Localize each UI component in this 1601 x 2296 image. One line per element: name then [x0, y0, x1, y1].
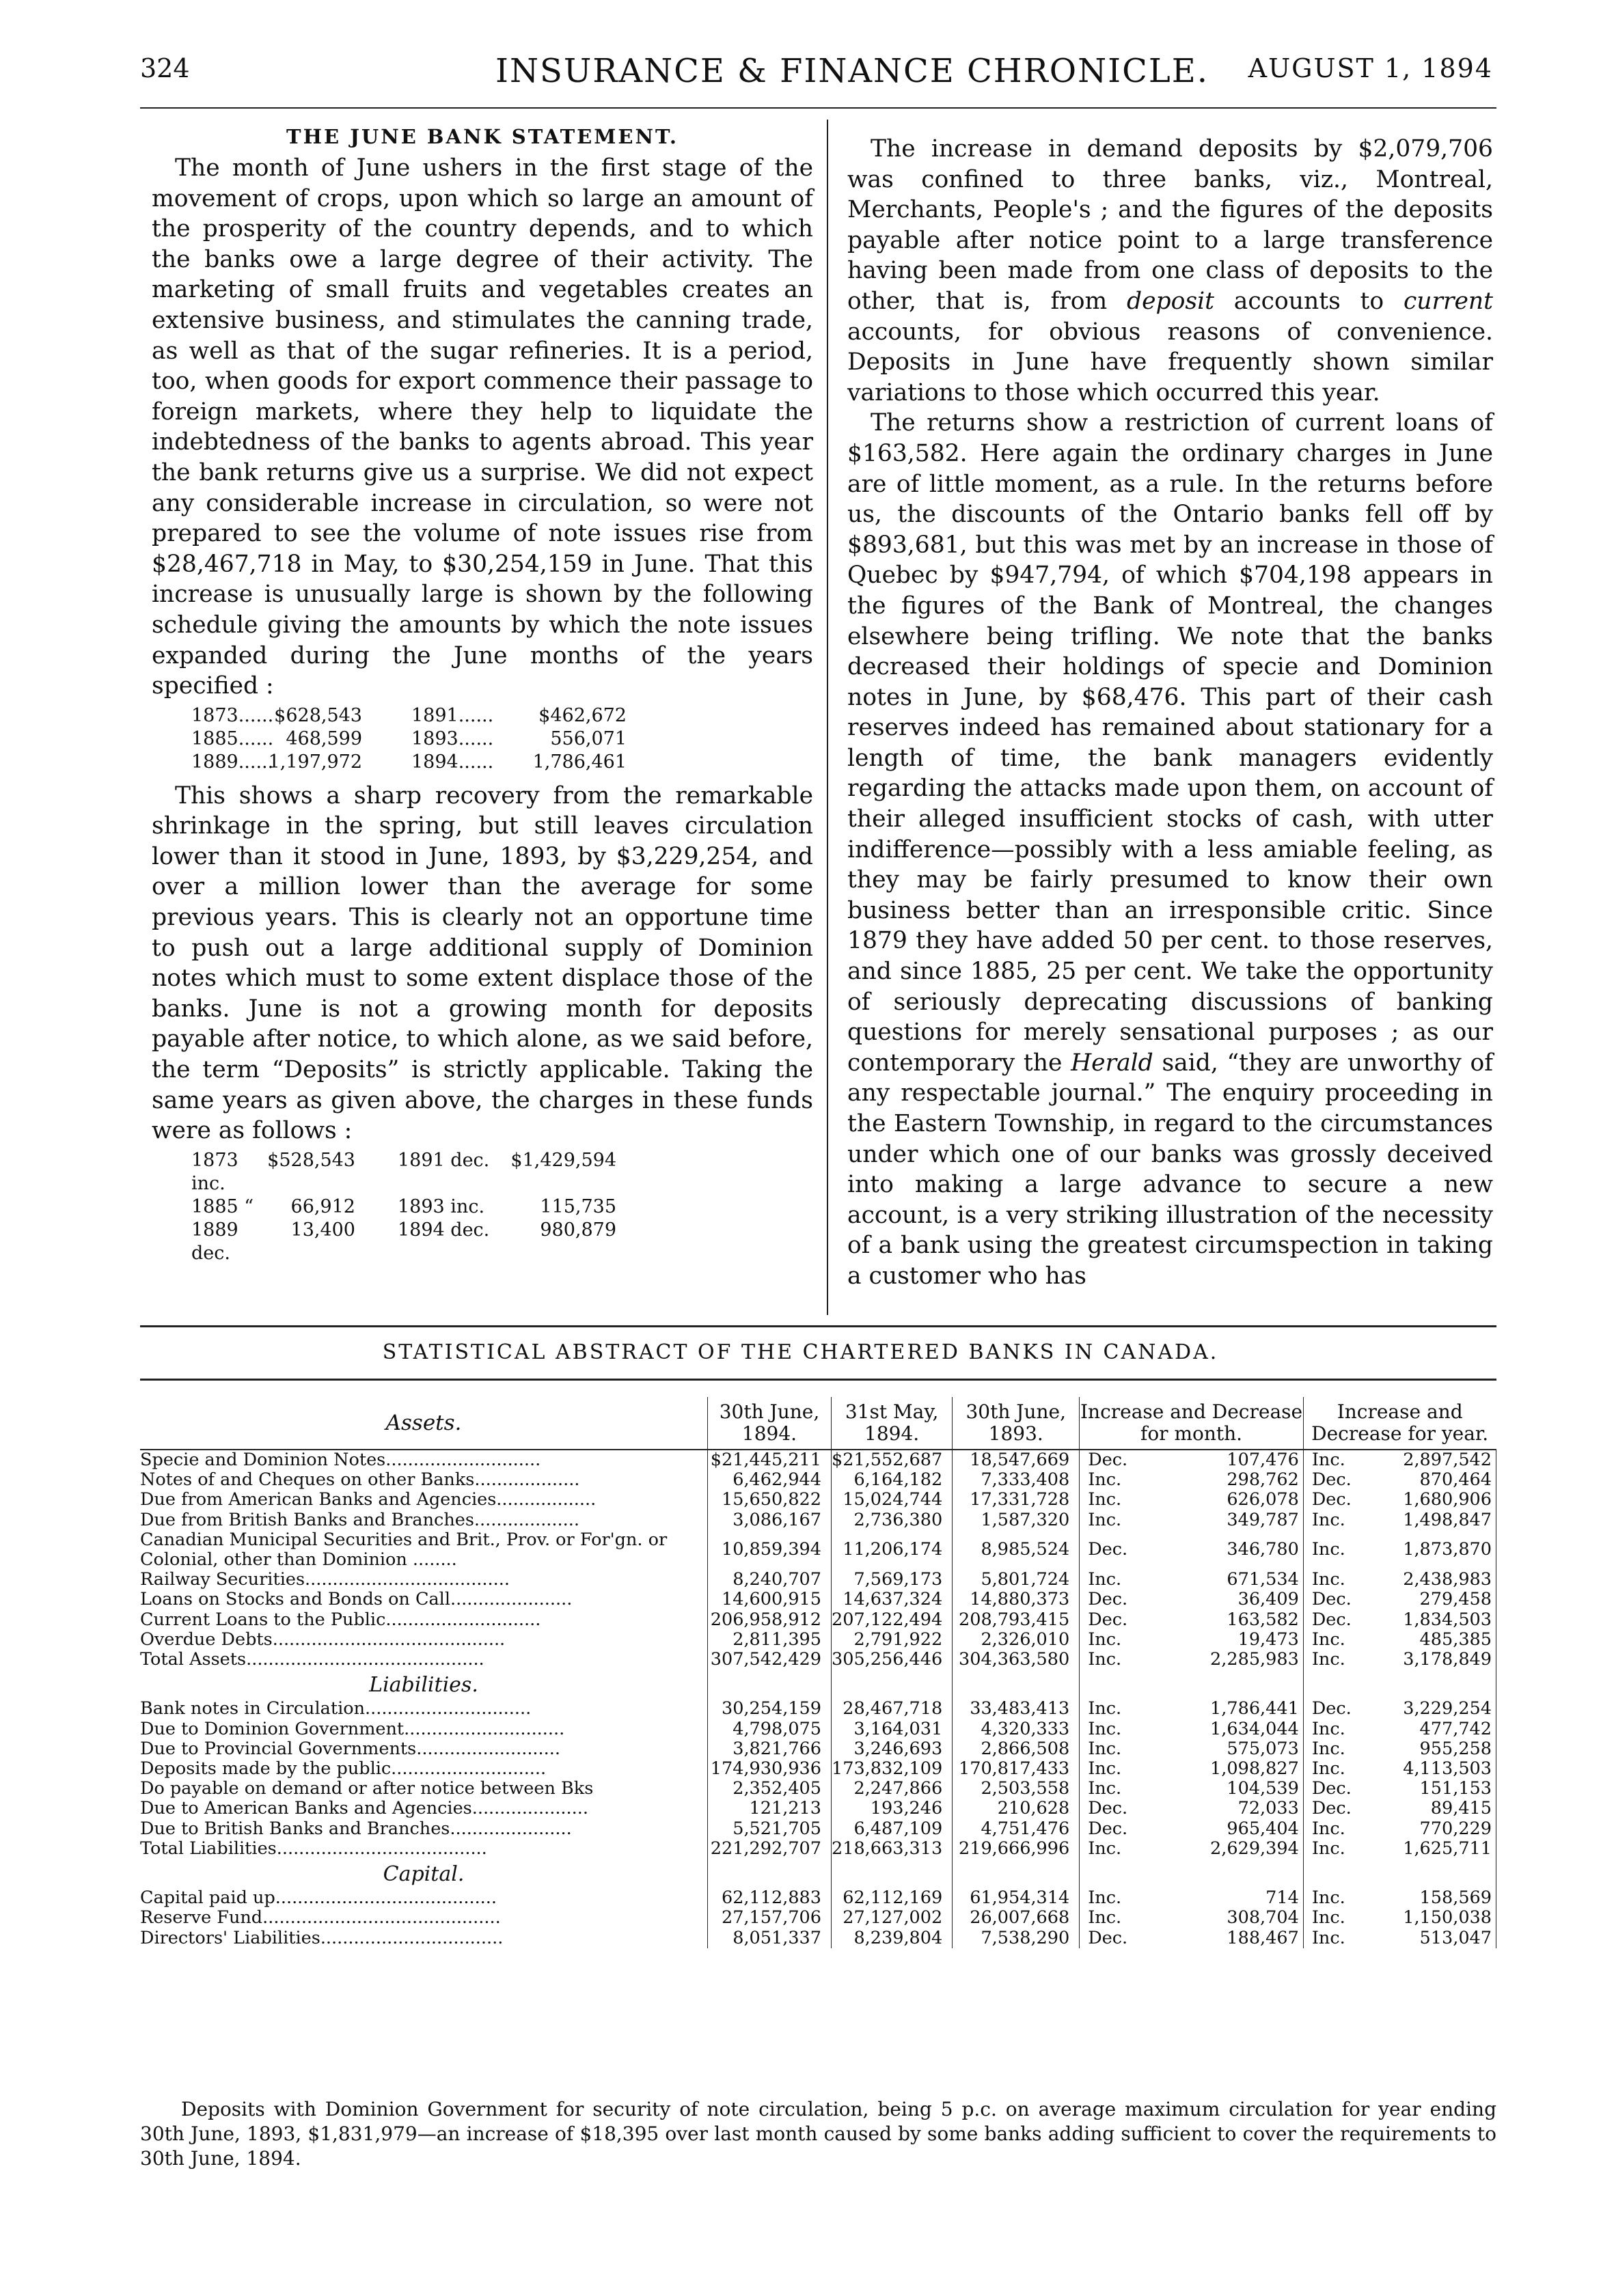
table-cell: 221,292,707 [708, 1839, 832, 1859]
schedule-row: 1885 “ 66,912 1893 inc. 115,735 [191, 1195, 616, 1217]
table-cell: 188,467 [1155, 1928, 1303, 1948]
table-cell: 1,786,441 [1155, 1699, 1303, 1719]
table-cell: Inc. [1303, 1450, 1369, 1470]
table-row [140, 1719, 1496, 1739]
row-label: Canadian Municipal Securities and Brit., Prov. or For'gn. or Colonial, other than Dominion ........ [140, 1530, 668, 1571]
table-cell: Inc. [1303, 1888, 1369, 1908]
table-row [140, 1590, 1496, 1609]
table-cell: Dec. [1080, 1819, 1156, 1839]
row-label: Deposits made by the public............................ [140, 1759, 547, 1780]
schedule-row: 1889...... 1,197,972 1894...... 1,786,461 [191, 751, 627, 773]
row-label: Specie and Dominion Notes............................ [140, 1450, 541, 1470]
table-cell: 2,866,508 [953, 1739, 1080, 1759]
table-cell: 1,150,038 [1369, 1908, 1496, 1928]
table-cell: Dec. [1303, 1490, 1369, 1510]
table-row [140, 1450, 1496, 1470]
table-row [140, 1530, 1496, 1570]
table-row [140, 1759, 1496, 1779]
table-cell [953, 1859, 1080, 1888]
table-cell: 121,213 [708, 1799, 832, 1818]
table-cell [832, 1670, 953, 1699]
column-header: 30th June, 1894. [708, 1397, 832, 1450]
section-heading: Liabilities. [369, 1673, 478, 1698]
table-cell: 3,178,849 [1369, 1650, 1496, 1670]
table-cell: 575,073 [1155, 1739, 1303, 1759]
article-paragraph: The increase in demand deposits by $2,079,706 was confined to three banks, viz., Montreal, Merchants, People's ; and the figures of the deposits payable after notice point to a large transference having been made from one class of deposits to the other, that is, from deposit accounts to current accounts, for obvious reasons of convenience. Deposits in June have frequently shown similar variations to those which occurred this year. [847, 135, 1493, 406]
table-cell: 2,736,380 [832, 1510, 953, 1530]
table-row [140, 1630, 1496, 1650]
table-cell: 107,476 [1155, 1450, 1303, 1470]
table-cell: 27,127,002 [832, 1908, 953, 1928]
table-cell: Inc. [1303, 1908, 1369, 1928]
table-cell: 207,122,494 [832, 1610, 953, 1630]
table-cell: 36,409 [1155, 1590, 1303, 1609]
table-cell: Dec. [1303, 1590, 1369, 1609]
table-cell: 61,954,314 [953, 1888, 1080, 1908]
table-row [140, 1779, 1496, 1799]
table-cell: 2,503,558 [953, 1779, 1080, 1799]
table-cell: 104,539 [1155, 1779, 1303, 1799]
table-cell: Inc. [1080, 1470, 1156, 1490]
table-cell [1369, 1670, 1496, 1699]
table-cell: 163,582 [1155, 1610, 1303, 1630]
table-row [140, 1470, 1496, 1490]
table-cell: 206,958,912 [708, 1610, 832, 1630]
table-cell [953, 1670, 1080, 1699]
table-cell: 4,798,075 [708, 1719, 832, 1739]
table-cell: 8,051,337 [708, 1928, 832, 1948]
table-cell: 14,637,324 [832, 1590, 953, 1609]
row-label: Bank notes in Circulation.............................. [140, 1699, 532, 1719]
table-cell: 626,078 [1155, 1490, 1303, 1510]
table-cell: 1,625,711 [1369, 1839, 1496, 1859]
table-cell: Inc. [1080, 1630, 1156, 1650]
row-label: Due to Dominion Government............................. [140, 1719, 565, 1739]
table-row [140, 1510, 1496, 1530]
row-label: Railway Securities..................................... [140, 1570, 510, 1590]
table-row [140, 1799, 1496, 1818]
table-cell: 5,801,724 [953, 1570, 1080, 1590]
table-cell: 3,246,693 [832, 1739, 953, 1759]
table-cell: 513,047 [1369, 1928, 1496, 1948]
column-header: 30th June, 1893. [953, 1397, 1080, 1450]
section-heading: Capital. [383, 1862, 465, 1887]
table-cell: 304,363,580 [953, 1650, 1080, 1670]
table-cell: $21,552,687 [832, 1450, 953, 1470]
table-cell: 193,246 [832, 1799, 953, 1818]
table-cell: 2,326,010 [953, 1630, 1080, 1650]
abstract-title: STATISTICAL ABSTRACT OF THE CHARTERED BANKS IN CANADA. [382, 1340, 1219, 1364]
section-rule [140, 1325, 1496, 1327]
table-cell: Inc. [1080, 1699, 1156, 1719]
issue-date: AUGUST 1, 1894 [1248, 53, 1493, 83]
table-cell: Dec. [1080, 1799, 1156, 1818]
article-left-column [152, 123, 813, 1272]
table-row [140, 1570, 1496, 1590]
table-cell: 714 [1155, 1888, 1303, 1908]
table-cell: Dec. [1303, 1470, 1369, 1490]
table-cell: Inc. [1080, 1839, 1156, 1859]
row-label: Loans on Stocks and Bonds on Call...................... [140, 1590, 573, 1610]
note-issue-schedule [191, 704, 813, 774]
table-cell: Dec. [1080, 1610, 1156, 1630]
row-label: Current Loans to the Public............................ [140, 1609, 541, 1630]
table-cell: 72,033 [1155, 1799, 1303, 1818]
column-divider [827, 120, 828, 1315]
table-cell: 18,547,669 [953, 1450, 1080, 1470]
table-cell: 2,791,922 [832, 1630, 953, 1650]
table-cell: 210,628 [953, 1799, 1080, 1818]
table-cell: 308,704 [1155, 1908, 1303, 1928]
table-cell: Inc. [1303, 1928, 1369, 1948]
table-cell: 349,787 [1155, 1510, 1303, 1530]
table-cell: 307,542,429 [708, 1650, 832, 1670]
table-cell [1303, 1859, 1369, 1888]
table-cell: Inc. [1303, 1719, 1369, 1739]
row-label: Total Assets........................................... [140, 1650, 484, 1670]
table-cell: 15,650,822 [708, 1490, 832, 1510]
table-cell: Dec. [1080, 1928, 1156, 1948]
table-cell: Inc. [1303, 1839, 1369, 1859]
table-cell: 28,467,718 [832, 1699, 953, 1719]
table-row [140, 1610, 1496, 1630]
table-row [140, 1490, 1496, 1510]
table-cell: 485,385 [1369, 1630, 1496, 1650]
table-cell [1080, 1859, 1156, 1888]
schedule-row: 1873 inc. $528,543 1891 dec. $1,429,594 [191, 1149, 616, 1194]
table-cell: Inc. [1080, 1650, 1156, 1670]
table-cell: Inc. [1080, 1490, 1156, 1510]
row-label: Reserve Fund........................................... [140, 1908, 501, 1928]
table-cell: 2,811,395 [708, 1630, 832, 1650]
row-label: Due to British Banks and Branches...................... [140, 1818, 572, 1839]
table-cell: 62,112,169 [832, 1888, 953, 1908]
table-cell: 62,112,883 [708, 1888, 832, 1908]
table-cell: Inc. [1303, 1739, 1369, 1759]
statistical-abstract-table [140, 1397, 1496, 1948]
table-cell: 2,352,405 [708, 1779, 832, 1799]
table-cell: 218,663,313 [832, 1839, 953, 1859]
table-row [140, 1699, 1496, 1719]
table-cell: 1,098,827 [1155, 1759, 1303, 1779]
table-cell: 7,538,290 [953, 1928, 1080, 1948]
table-cell: Inc. [1303, 1759, 1369, 1779]
table-cell: 305,256,446 [832, 1650, 953, 1670]
table-cell: Inc. [1080, 1570, 1156, 1590]
table-cell: 477,742 [1369, 1719, 1496, 1739]
table-cell: Inc. [1303, 1530, 1369, 1570]
table-cell: 955,258 [1369, 1739, 1496, 1759]
article-heading: THE JUNE BANK STATEMENT. [286, 125, 679, 148]
deposit-change-schedule [191, 1149, 813, 1265]
table-cell: 208,793,415 [953, 1610, 1080, 1630]
row-label: Capital paid up........................................ [140, 1888, 497, 1909]
table-cell: Inc. [1080, 1779, 1156, 1799]
table-cell: 10,859,394 [708, 1530, 832, 1570]
column-header: Increase and Decrease for month. [1080, 1397, 1304, 1450]
table-cell: 173,832,109 [832, 1759, 953, 1779]
publication-title: INSURANCE & FINANCE CHRONICLE. [495, 52, 1209, 90]
table-cell: 1,498,847 [1369, 1510, 1496, 1530]
table-cell: 4,751,476 [953, 1819, 1080, 1839]
row-label: Due from British Banks and Branches................... [140, 1510, 579, 1530]
table-cell: 965,404 [1155, 1819, 1303, 1839]
table-cell: Dec. [1303, 1610, 1369, 1630]
section-heading-row [140, 1670, 1496, 1699]
table-cell: 4,113,503 [1369, 1759, 1496, 1779]
table-cell: Dec. [1080, 1590, 1156, 1609]
table-body [140, 1450, 1496, 1948]
table-cell: Inc. [1080, 1908, 1156, 1928]
table-cell: 671,534 [1155, 1570, 1303, 1590]
table-cell: 6,462,944 [708, 1470, 832, 1490]
table-cell [1080, 1670, 1156, 1699]
table-cell: 2,629,394 [1155, 1839, 1303, 1859]
row-label: Due to Provincial Governments.......................... [140, 1739, 560, 1759]
table-top-rule [140, 1379, 1496, 1381]
table-cell: Inc. [1080, 1739, 1156, 1759]
section-heading-row [140, 1859, 1496, 1888]
table-cell: 3,229,254 [1369, 1699, 1496, 1719]
table-cell: 219,666,996 [953, 1839, 1080, 1859]
table-cell: 151,153 [1369, 1779, 1496, 1799]
table-cell: 2,285,983 [1155, 1650, 1303, 1670]
table-cell: 174,930,936 [708, 1759, 832, 1779]
table-cell: Inc. [1080, 1888, 1156, 1908]
header-rule [140, 107, 1496, 109]
table-cell: 1,587,320 [953, 1510, 1080, 1530]
table-cell: 7,333,408 [953, 1470, 1080, 1490]
table-cell [1369, 1859, 1496, 1888]
table-cell: Dec. [1080, 1450, 1156, 1470]
table-cell: 89,415 [1369, 1799, 1496, 1818]
row-label: Overdue Debts.......................................... [140, 1629, 506, 1650]
table-footnote: Deposits with Dominion Government for security of note circulation, being 5 p.c. on average maximum circulation for year ending 30th June, 1893, $1,831,979—an increase of $18,395 over last month caused by some banks adding sufficient to cover the requirements to 30th June, 1894. [140, 2098, 1496, 2170]
table-cell: 279,458 [1369, 1590, 1496, 1609]
table-cell: 170,817,433 [953, 1759, 1080, 1779]
row-label: Total Liabilities...................................... [140, 1838, 487, 1859]
table-cell: Inc. [1303, 1630, 1369, 1650]
table-cell: 26,007,668 [953, 1908, 1080, 1928]
table-cell: 4,320,333 [953, 1719, 1080, 1739]
table-cell: 15,024,744 [832, 1490, 953, 1510]
article-right-column [847, 134, 1493, 1292]
table-cell: 298,762 [1155, 1470, 1303, 1490]
schedule-row: 1889 dec. 13,400 1894 dec. 980,879 [191, 1219, 616, 1264]
table-cell: 27,157,706 [708, 1908, 832, 1928]
table-cell: Dec. [1303, 1699, 1369, 1719]
schedule-row: 1873...... $628,543 1891...... $462,672 [191, 704, 627, 726]
table-cell [708, 1670, 832, 1699]
table-cell: 6,164,182 [832, 1470, 953, 1490]
table-cell: 1,680,906 [1369, 1490, 1496, 1510]
page-number: 324 [140, 53, 190, 83]
table-cell: Inc. [1303, 1510, 1369, 1530]
table-cell: $21,445,211 [708, 1450, 832, 1470]
table-cell: 2,247,866 [832, 1779, 953, 1799]
table-cell: Dec. [1080, 1530, 1156, 1570]
table-row [140, 1908, 1496, 1928]
schedule-row: 1885...... 468,599 1893...... 556,071 [191, 728, 627, 749]
table-cell: Dec. [1303, 1779, 1369, 1799]
table-header-row [140, 1397, 1496, 1450]
table-row [140, 1839, 1496, 1859]
table-cell [832, 1859, 953, 1888]
table-row [140, 1819, 1496, 1839]
table-cell: 3,164,031 [832, 1719, 953, 1739]
table-cell [1155, 1670, 1303, 1699]
table-cell: 14,600,915 [708, 1590, 832, 1609]
article-paragraph: The returns show a restriction of current loans of $163,582. Here again the ordinary charges in June are of little moment, as a rule. In the returns before us, the discounts of the Ontario banks fell off by $893,681, but this was met by an increase in those of Quebec by $947,794, of which $704,198 appears in the figures of the Bank of Montreal, the changes elsewhere being trifling. We note that the banks decreased their holdings of specie and Dominion notes in June, by $68,476. This part of their cash reserves indeed has remained about stationary for a length of time, the bank managers evidently regarding the attacks made upon them, on account of their alleged insufficient stocks of cash, with utter indifference—possibly with a less amiable feeling, as they may be fairly presumed to know their own business better than an irresponsible critic. Since 1879 they have added 50 per cent. to those reserves, and since 1885, 25 per cent. We take the opportunity of seriously deprecating discussions of banking questions for merely sensational purposes ; as our contemporary the Herald said, “they are unworthy of any respectable journal.” The enquiry proceeding in the Eastern Township, in regard to the circumstances under which one of our banks was grossly deceived into making a large advance to secure a new account, is a very striking illustration of the necessity of a bank using the greatest circumspection in taking a customer who has [847, 409, 1493, 1290]
table-cell: 17,331,728 [953, 1490, 1080, 1510]
row-label: Due from American Banks and Agencies.................. [140, 1490, 597, 1510]
table-row [140, 1739, 1496, 1759]
table-cell: 870,464 [1369, 1470, 1496, 1490]
table-cell: 770,229 [1369, 1819, 1496, 1839]
table-cell: 3,086,167 [708, 1510, 832, 1530]
table-cell: 2,438,983 [1369, 1570, 1496, 1590]
table-cell: 8,240,707 [708, 1570, 832, 1590]
table-cell: 8,985,524 [953, 1530, 1080, 1570]
table-cell: 3,821,766 [708, 1739, 832, 1759]
article-paragraph: The month of June ushers in the first stage of the movement of crops, upon which so large an amount of the prosperity of the country depends, and to which the banks owe a large degree of their activity. The marketing of small fruits and vegetables creates an extensive business, and stimulates the canning trade, as well as that of the sugar refineries. It is a period, too, when goods for export commence their passage to foreign markets, where they help to liquidate the indebtedness of the banks to agents abroad. This year the bank returns give us a surprise. We did not expect any considerable increase in circulation, so were not prepared to see the volume of note issues rise from $28,467,718 in May, to $30,254,159 in June. That this increase is unusually large is shown by the following schedule giving the amounts by which the note issues expanded during the June months of the years specified : [152, 154, 813, 700]
table-cell: 1,634,044 [1155, 1719, 1303, 1739]
table-cell: Inc. [1080, 1510, 1156, 1530]
table-row [140, 1888, 1496, 1908]
table-cell: Inc. [1080, 1759, 1156, 1779]
column-header: 31st May, 1894. [832, 1397, 953, 1450]
row-label: Directors' Liabilities................................. [140, 1928, 504, 1948]
table-cell: 19,473 [1155, 1630, 1303, 1650]
column-header: Assets. [140, 1397, 708, 1450]
article-paragraph: This shows a sharp recovery from the remarkable shrinkage in the spring, but still leaves circulation lower than it stood in June, 1893, by $3,229,254, and over a million lower than the average for some previous years. This is clearly not an opportune time to push out a large additional supply of Dominion notes which must to some extent displace those of the banks. June is not a growing month for deposits payable after notice, to which alone, as we said before, the term “Deposits” is strictly applicable. Taking the same years as given above, the charges in these funds were as follows : [152, 782, 813, 1145]
table-cell: 2,897,542 [1369, 1450, 1496, 1470]
column-header: Increase and Decrease for year. [1303, 1397, 1496, 1450]
table-cell [708, 1859, 832, 1888]
table-cell: 6,487,109 [832, 1819, 953, 1839]
table-cell: Inc. [1303, 1650, 1369, 1670]
table-cell: 1,834,503 [1369, 1610, 1496, 1630]
table-cell: 1,873,870 [1369, 1530, 1496, 1570]
table-row [140, 1650, 1496, 1670]
running-header [140, 53, 1493, 101]
table-cell: 14,880,373 [953, 1590, 1080, 1609]
table-row [140, 1928, 1496, 1948]
table-cell: Inc. [1303, 1819, 1369, 1839]
row-label: Notes of and Cheques on other Banks................... [140, 1470, 580, 1491]
table-cell: 7,569,173 [832, 1570, 953, 1590]
table-cell: 33,483,413 [953, 1699, 1080, 1719]
table-cell: 30,254,159 [708, 1699, 832, 1719]
table-cell: Dec. [1303, 1799, 1369, 1818]
table-cell: Inc. [1080, 1719, 1156, 1739]
row-label: Do payable on demand or after notice between Bks [140, 1779, 594, 1799]
table-cell: 346,780 [1155, 1530, 1303, 1570]
table-cell [1303, 1670, 1369, 1699]
table-cell: Inc. [1303, 1570, 1369, 1590]
table-cell: 8,239,804 [832, 1928, 953, 1948]
table-cell: 11,206,174 [832, 1530, 953, 1570]
table-cell: 158,569 [1369, 1888, 1496, 1908]
table-cell [1155, 1859, 1303, 1888]
row-label: Due to American Banks and Agencies..................... [140, 1799, 588, 1819]
table-cell: 5,521,705 [708, 1819, 832, 1839]
